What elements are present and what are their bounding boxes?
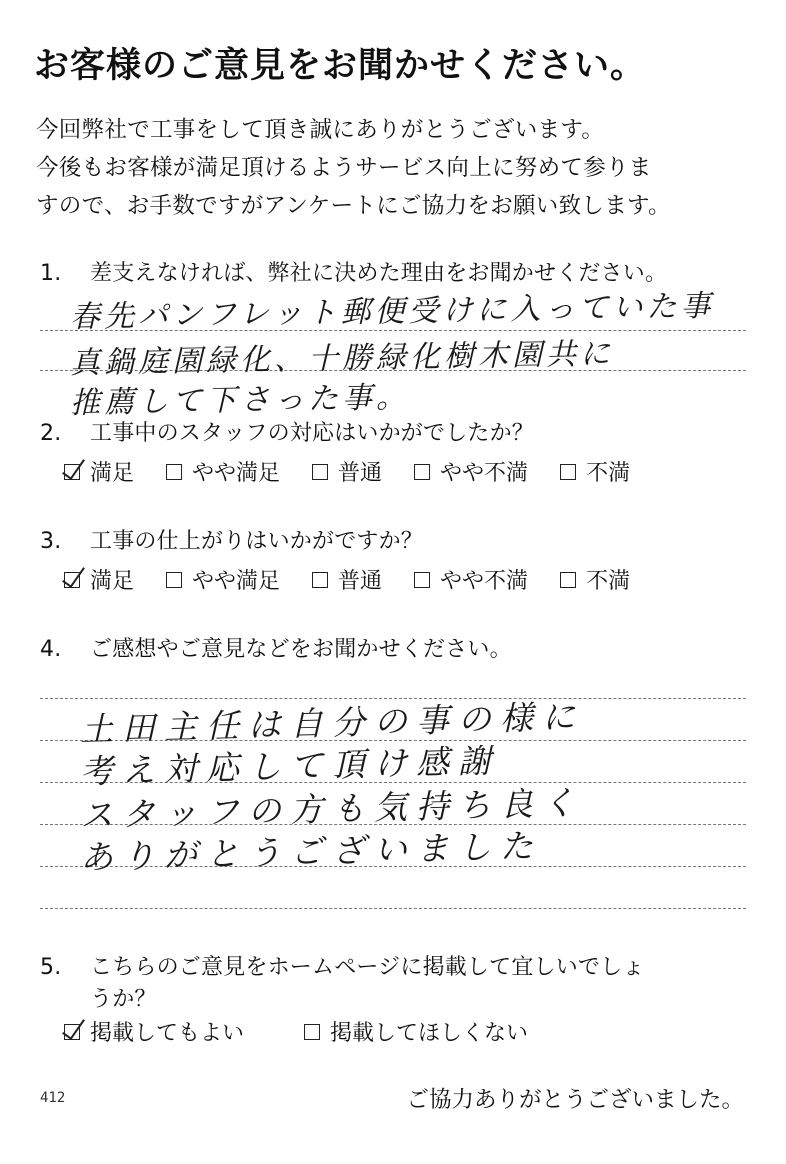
option-label: やや不満: [440, 461, 529, 486]
intro-line-3: すので、お手数ですがアンケートにご協力をお願い致します。: [36, 193, 671, 219]
q3-option-somewhat-dissatisfied[interactable]: [414, 564, 528, 595]
q4-handwritten-line-4: ありがとうございました: [79, 825, 543, 877]
question-5-text-line-1: こちらのご意見をホームページに掲載して宜しいでしょ: [90, 955, 645, 980]
option-label: やや満足: [192, 461, 281, 486]
option-label: やや満足: [192, 569, 281, 594]
q4-handwritten-line-3: スタッフの方も気持ち良く: [79, 782, 585, 835]
q5-option-disallow[interactable]: [304, 1016, 528, 1047]
question-3-options: [64, 564, 662, 595]
q1-handwritten-line-1: 春先パンフレット郵便受けに入っていた事: [69, 288, 715, 335]
page-number: 412: [40, 1090, 66, 1106]
q2-option-somewhat-satisfied[interactable]: [166, 456, 280, 487]
closing-message: ご協力ありがとうございました。: [406, 1087, 744, 1113]
checkbox-icon[interactable]: [414, 572, 430, 588]
question-2: [40, 416, 534, 447]
intro-line-1: 今回弊社で工事をして頂き誠にありがとうございます。: [36, 117, 605, 143]
q3-option-satisfied[interactable]: [64, 564, 134, 595]
q4-handwritten-line-2: 考え対応して頂け感謝: [79, 741, 501, 791]
checkbox-icon[interactable]: [560, 464, 576, 480]
question-5-number: 5.: [40, 955, 62, 980]
option-label: 普通: [338, 461, 383, 486]
checked-checkbox-icon[interactable]: [64, 1024, 80, 1040]
question-5: [40, 950, 645, 981]
q3-option-dissatisfied[interactable]: [560, 564, 630, 595]
q2-option-neutral[interactable]: [312, 456, 382, 487]
q2-option-dissatisfied[interactable]: [560, 456, 630, 487]
question-2-text: 工事中のスタッフの対応はいかがでしたか？: [90, 421, 535, 446]
checkbox-icon[interactable]: [312, 572, 328, 588]
option-label: 掲載してほしくない: [330, 1021, 529, 1046]
question-5-text-line-2: うか？: [90, 987, 157, 1012]
question-3-text: 工事の仕上がりはいかがですか？: [90, 529, 424, 554]
q3-option-neutral[interactable]: [312, 564, 382, 595]
question-1-number: 1.: [40, 261, 62, 286]
option-label: 普通: [338, 569, 383, 594]
checkbox-icon[interactable]: [166, 464, 182, 480]
checked-checkbox-icon[interactable]: [64, 464, 80, 480]
page-title: お客様のご意見をお聞かせください。: [34, 46, 647, 86]
q2-option-satisfied[interactable]: [64, 456, 134, 487]
question-3-number: 3.: [40, 529, 62, 554]
checkbox-icon[interactable]: [312, 464, 328, 480]
option-label: 満足: [90, 461, 135, 486]
question-4-number: 4.: [40, 637, 62, 662]
checked-checkbox-icon[interactable]: [64, 572, 80, 588]
intro-line-2: 今後もお客様が満足頂けるようサービス向上に努めて参りま: [36, 155, 652, 181]
question-1-text: 差支えなければ、弊社に決めた理由をお聞かせください。: [90, 261, 668, 286]
q5-option-allow[interactable]: [64, 1016, 244, 1047]
question-4: [40, 632, 512, 663]
q3-option-somewhat-satisfied[interactable]: [166, 564, 280, 595]
checkbox-icon[interactable]: [414, 464, 430, 480]
option-label: 不満: [586, 569, 631, 594]
question-2-options: [64, 456, 662, 487]
option-label: 掲載してもよい: [90, 1021, 245, 1046]
question-2-number: 2.: [40, 421, 62, 446]
q1-handwritten-line-2: 真鍋庭園緑化、十勝緑化樹木園共に: [69, 336, 615, 381]
q1-handwritten-line-3: 推薦して下さった事。: [69, 380, 411, 421]
question-5-options: [64, 1016, 560, 1047]
option-label: やや不満: [440, 569, 529, 594]
q4-handwritten-line-1: 土田主任は自分の事の様に: [79, 696, 585, 749]
q2-option-somewhat-dissatisfied[interactable]: [414, 456, 528, 487]
checkbox-icon[interactable]: [560, 572, 576, 588]
option-label: 満足: [90, 569, 135, 594]
checkbox-icon[interactable]: [304, 1024, 320, 1040]
question-4-text: ご感想やご意見などをお聞かせください。: [90, 637, 512, 662]
option-label: 不満: [586, 461, 631, 486]
answer-line: [40, 908, 746, 909]
question-3: [40, 524, 423, 555]
checkbox-icon[interactable]: [166, 572, 182, 588]
